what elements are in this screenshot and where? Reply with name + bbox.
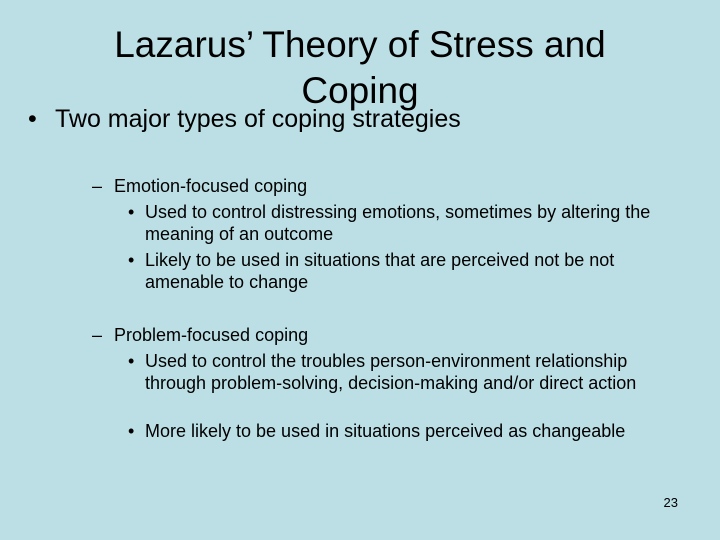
sub-bullet-text: Used to control distressing emotions, sometimes by altering the meaning of an outcome bbox=[145, 202, 651, 244]
sub-bullet-point bbox=[128, 420, 688, 442]
bullet-icon: • bbox=[28, 105, 37, 133]
sub-bullet-point bbox=[128, 350, 688, 394]
section-heading-text: Problem-focused coping bbox=[114, 325, 309, 345]
sub-bullet-text: More likely to be used in situations perceived as changeable bbox=[145, 421, 626, 441]
sub-bullet-text: Used to control the troubles person-environment relationship through problem-solving, decision-making and/or direct action bbox=[145, 351, 637, 393]
dash-icon: – bbox=[92, 176, 103, 196]
bullet-icon: • bbox=[128, 250, 135, 270]
main-bullet-point bbox=[28, 104, 461, 134]
page-number: 23 bbox=[663, 495, 678, 510]
bullet-icon: • bbox=[128, 421, 135, 441]
section-heading-emotion-focused bbox=[92, 175, 307, 197]
section-heading-problem-focused bbox=[92, 324, 308, 346]
sub-bullet-text: Likely to be used in situations that are perceived not be not amenable to change bbox=[145, 250, 615, 292]
main-bullet-text: Two major types of coping strategies bbox=[55, 105, 461, 133]
slide-title: Lazarus’ Theory of Stress and Coping bbox=[114, 24, 606, 111]
sub-bullet-point bbox=[128, 201, 688, 245]
sub-bullet-point bbox=[128, 249, 688, 293]
bullet-icon: • bbox=[128, 202, 135, 222]
dash-icon: – bbox=[92, 325, 103, 345]
bullet-icon: • bbox=[128, 351, 135, 371]
section-heading-text: Emotion-focused coping bbox=[114, 176, 308, 196]
